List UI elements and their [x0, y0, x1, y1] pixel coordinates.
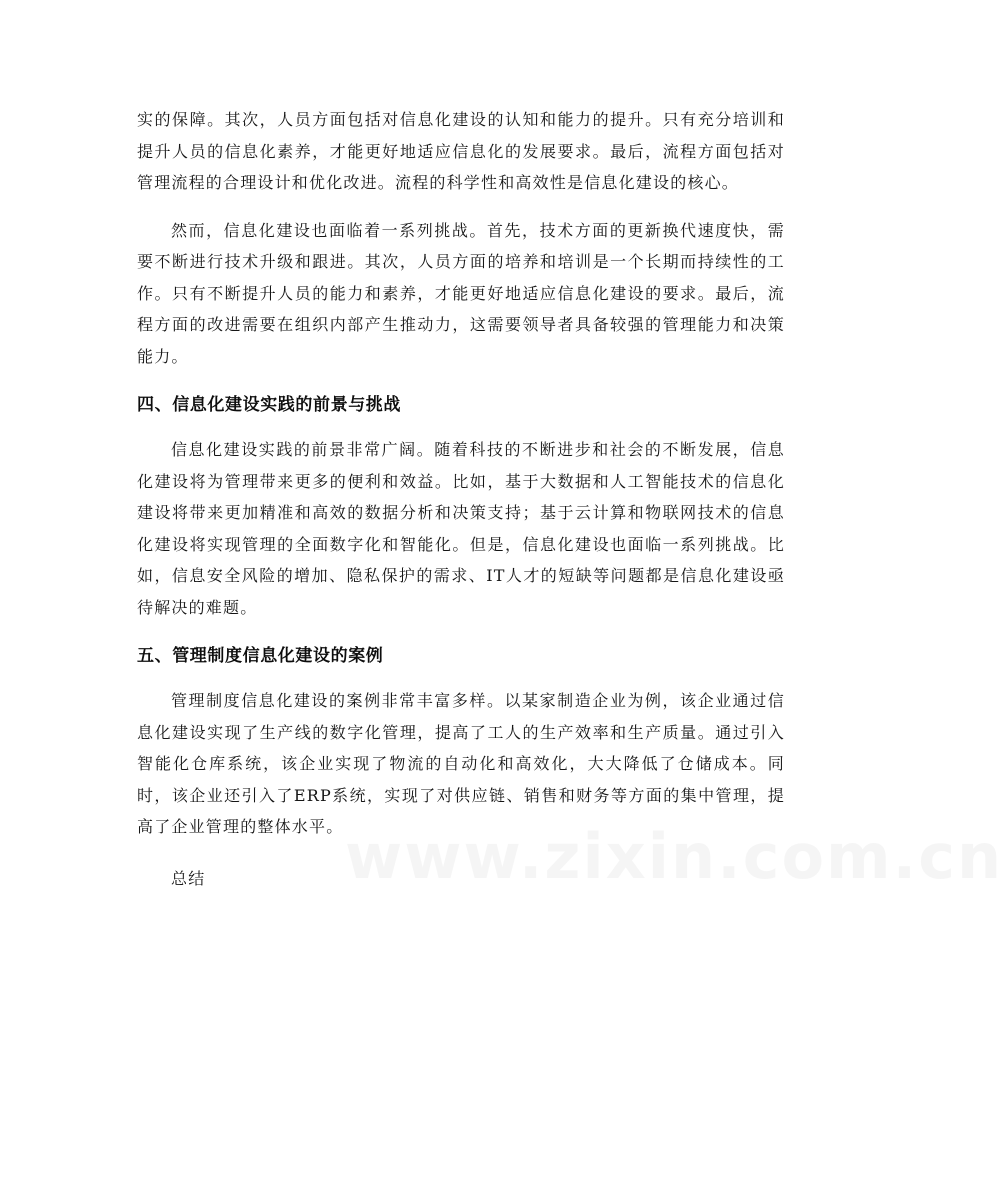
document-body: [137, 104, 785, 909]
paragraph-challenges: 然而，信息化建设也面临着一系列挑战。首先，技术方面的更新换代速度快，需要不断进行技术升级和跟进。其次，人员方面的培养和培训是一个长期而持续性的工作。只有不断提升人员的能力和素养，才能更好地适应信息化建设的要求。最后，流程方面的改进需要在组织内部产生推动力，这需要领导者具备较强的管理能力和决策能力。: [137, 220, 785, 366]
paragraph-continuation: 实的保障。其次，人员方面包括对信息化建设的认知和能力的提升。只有充分培训和提升人员的信息化素养，才能更好地适应信息化的发展要求。最后，流程方面包括对管理流程的合理设计和优化改进。流程的科学性和高效性是信息化建设的核心。: [137, 110, 785, 192]
paragraph-case-study: 管理制度信息化建设的案例非常丰富多样。以某家制造企业为例，该企业通过信息化建设实现了生产线的数字化管理，提高了工人的生产效率和生产质量。通过引入智能化仓库系统，该企业实现了物流的自动化和高效化，大大降低了仓储成本。同时，该企业还引入了ERP系统，实现了对供应链、销售和财务等方面的集中管理，提高了企业管理的整体水平。: [137, 691, 785, 836]
paragraph-prospects: 信息化建设实践的前景非常广阔。随着科技的不断进步和社会的不断发展，信息化建设将为管理带来更多的便利和效益。比如，基于大数据和人工智能技术的信息化建设将带来更加精准和高效的数据分析和决策支持；基于云计算和物联网技术的信息化建设将实现管理的全面数字化和智能化。但是，信息化建设也面临一系列挑战。比如，信息安全风险的增加、隐私保护的需求、IT人才的短缺等问题都是信息化建设亟待解决的难题。: [137, 440, 785, 617]
summary-label: 总结: [171, 868, 206, 888]
section-heading-4: 四、信息化建设实践的前景与挑战: [137, 395, 401, 415]
watermark: www.zixin.com.cn: [345, 820, 1003, 893]
section-heading-5: 五、管理制度信息化建设的案例: [137, 646, 384, 666]
